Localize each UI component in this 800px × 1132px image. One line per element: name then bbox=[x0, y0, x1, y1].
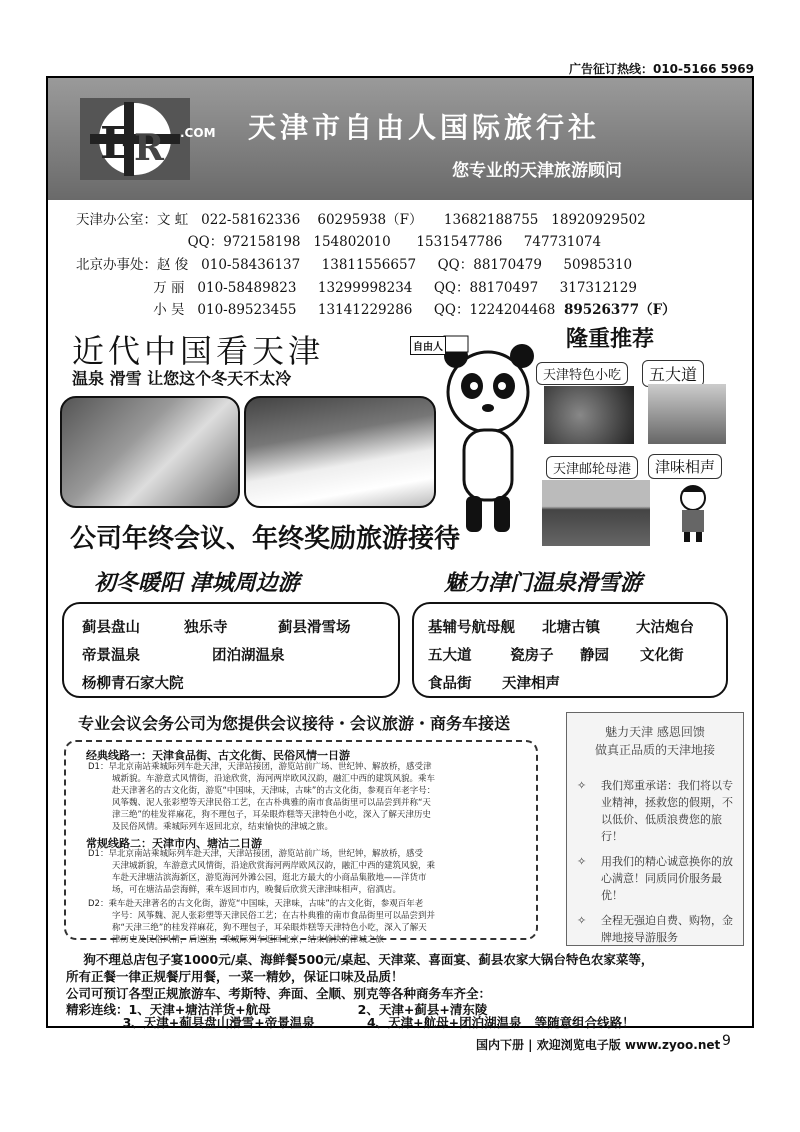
bottom-line: 精彩连线：1、天津+塘沽洋货+航母 2、天津+蓟县+清东陵 bbox=[66, 1002, 488, 1017]
bottom-line: 所有正餐一律正规餐厅用餐，一菜一精妙，保证口味及品质！ bbox=[66, 969, 404, 984]
service-line: 专业会议会务公司为您提供会议接待・会议旅游・商务车接送 bbox=[78, 714, 511, 733]
contact-row: 小 吴 010-89523455 13141229286 QQ：1224204468 89526377（F） bbox=[76, 302, 676, 318]
route-heading: 经典线路一：天津食品街、古文化街、民俗风情一日游 bbox=[86, 749, 350, 762]
contact-row: QQ：972158198 154802010 1531547786 747731074 bbox=[76, 234, 602, 250]
star-bullet-icon: ✧ bbox=[577, 855, 587, 868]
agency-slogan: 您专业的天津旅游顾问 bbox=[452, 161, 622, 181]
promise-item: ✧ 全程无强迫自费、购物，金牌地接导游服务 bbox=[577, 914, 733, 944]
promise-item: ✧ 我们郑重承诺：我们将以专业精神，拯救您的假期，不以低价、低质浪费您的旅行！ bbox=[577, 779, 733, 843]
spot-item: 北塘古镇 bbox=[542, 620, 600, 636]
route-text: D1：早北京南站乘城际列车赴天津，天津站接团，游览站前广场，世纪钟，解放桥，感受 bbox=[88, 849, 423, 859]
aircraft-carrier-photo bbox=[542, 480, 650, 546]
mascot-sign: 自由人 bbox=[410, 336, 446, 355]
route-text: 津三绝”的桂发祥麻花，狗不理包子，耳朵眼炸糕等天津特色小吃，深入了解天津历史 bbox=[112, 810, 431, 820]
spot-item: 蓟县盘山 bbox=[82, 620, 140, 636]
route-heading: 常规线路二：天津市内、塘沽二日游 bbox=[86, 837, 262, 850]
ski-mountain-photo bbox=[244, 396, 436, 508]
svg-text:R: R bbox=[134, 127, 164, 169]
svg-text:E: E bbox=[100, 118, 134, 169]
spot-item: 杨柳青石家大院 bbox=[82, 676, 184, 692]
footer-text: 国内下册 | 欢迎浏览电子版 www.zyoo.net bbox=[476, 1038, 721, 1052]
spot-item: 文化街 bbox=[640, 648, 684, 664]
route-text: 津历史及民俗风情，后送团，乘城际列车返回北京，结束愉快的津城之旅 bbox=[112, 935, 385, 945]
promo-tagline: 温泉 滑雪 让您这个冬天不太冷 bbox=[72, 369, 292, 388]
spot-item: 独乐寺 bbox=[184, 620, 228, 636]
tag-wudadao: 五大道 bbox=[642, 360, 704, 387]
tag-cruise-port: 天津邮轮母港 bbox=[546, 456, 638, 479]
wudadao-photo bbox=[648, 384, 726, 444]
promo-headline: 近代中国看天津 bbox=[72, 332, 325, 370]
route-text: 称“天津三绝”的桂发祥麻花，狗不理包子，耳朵眼炸糕等天津特色小吃，深入了解天 bbox=[112, 923, 427, 933]
agency-title: 天津市自由人国际旅行社 bbox=[248, 111, 601, 144]
spot-item: 基辅号航母舰 bbox=[428, 620, 515, 636]
promise-item: ✧ 用我们的精心诚意换你的放心满意！同质同价服务最优！ bbox=[577, 855, 733, 902]
bottom-line: 公司可预订各型正规旅游车、考斯特、奔面、全顺、别克等各种商务车齐全： bbox=[66, 986, 492, 1001]
route-text: D2：乘车赴天津著名的古文化街，游览“中国味，天津味，古味”的古文化街，参观百年老 bbox=[88, 899, 424, 909]
contact-row: 万 丽 010-58489823 13299998234 QQ：88170497 317312129 bbox=[76, 280, 637, 296]
contact-row: 天津办公室：文 虹 022-58162336 60295938（F） 13682188755 18920929502 bbox=[76, 212, 646, 228]
spot-item: 帝景温泉 bbox=[82, 648, 140, 664]
promise-panel bbox=[566, 712, 744, 946]
logo-com: .COM bbox=[180, 126, 216, 140]
agency-logo bbox=[80, 98, 190, 180]
bottom-line: 狗不理总店包子宴1000元/桌、海鲜餐500元/桌起、天津菜、喜面宴、蓟县农家大锅台特色农家菜等， bbox=[66, 952, 654, 967]
tag-snacks: 天津特色小吃 bbox=[536, 362, 628, 385]
ad-hotline: 广告征订热线：010-5166 5969 bbox=[568, 62, 754, 76]
spot-item: 天津相声 bbox=[502, 676, 560, 692]
snacks-photo bbox=[544, 386, 634, 444]
route-text: 车赴天津塘沽滨海新区，游览海河外滩公园，逛北方最大的小商品集散地——洋货市 bbox=[112, 873, 427, 883]
tag-crosstalk: 津味相声 bbox=[648, 454, 722, 479]
right-spots-box bbox=[412, 602, 728, 698]
recommend-heading: 隆重推荐 bbox=[566, 327, 655, 352]
star-bullet-icon: ✧ bbox=[577, 914, 587, 927]
spot-item: 瓷房子 bbox=[510, 648, 554, 664]
left-tour-title: 初冬暖阳 津城周边游 bbox=[94, 571, 300, 596]
route-text: 天津城新貌，车游意式风情街，沿途欣赏海河两岸欧风汉韵，融汇中西的建筑风貌，乘 bbox=[112, 861, 436, 871]
spot-item: 蓟县滑雪场 bbox=[278, 620, 351, 636]
spot-item: 食品街 bbox=[428, 676, 472, 692]
spot-item: 大沽炮台 bbox=[636, 620, 694, 636]
route-text: 字号：风筝魏、泥人张彩塑等天津民俗工艺；在古朴典雅的南市食品街里可以品尝到并 bbox=[112, 911, 436, 921]
route-text: D1：早北京南站乘城际列车赴天津，天津站接团，游览站前广场、世纪钟、解放桥，感受津 bbox=[88, 762, 432, 772]
promise-heading: 做真正品质的天津地接 bbox=[594, 743, 715, 757]
bottom-line: 3、天津+蓟县盘山滑雪+帝景温泉 4、天津+航母+团泊湖温泉 等随意组合线路！ bbox=[66, 1015, 635, 1030]
page-number: 9 bbox=[722, 1033, 731, 1049]
route-text: 及民俗风情。乘城际列车返回北京，结束愉快的津城之旅。 bbox=[112, 822, 334, 832]
route-text: 风筝魏、泥人张彩塑等天津民俗工艺，在古朴典雅的南市食品街里可以品尝到并称“天 bbox=[112, 798, 431, 808]
spot-item: 静园 bbox=[580, 648, 609, 664]
route-text: 城新貌。车游意式风情街，沿途欣赏，海河两岸欧风汉韵，融汇中西的建筑风貌。乘车 bbox=[112, 774, 436, 784]
contact-row: 北京办事处：赵 俊 010-58436137 13811556657 QQ：88170479 50985310 bbox=[76, 257, 633, 273]
right-tour-title: 魅力津门温泉滑雪游 bbox=[444, 571, 643, 596]
route-text: 赴天津著名的古文化街，游览“中国味，天津味，古味”的古文化街，参观百年老字号： bbox=[112, 786, 436, 796]
spot-item: 五大道 bbox=[428, 648, 472, 664]
promise-heading: 魅力天津 感恩回馈 bbox=[605, 725, 705, 739]
spot-item: 团泊湖温泉 bbox=[212, 648, 285, 664]
star-bullet-icon: ✧ bbox=[577, 779, 587, 792]
route-text: 场，可在塘沽品尝海鲜，乘车返回市内，晚餐后欣赏天津津味相声，宿酒店。 bbox=[112, 885, 402, 895]
panda-mascot-icon bbox=[436, 330, 540, 542]
cartoon-performer-icon bbox=[668, 482, 718, 544]
annual-meeting-title: 公司年终会议、年终奖励旅游接待 bbox=[70, 524, 461, 554]
route-box bbox=[64, 740, 538, 945]
hot-spring-photo bbox=[60, 396, 240, 508]
left-spots-box bbox=[62, 602, 400, 698]
